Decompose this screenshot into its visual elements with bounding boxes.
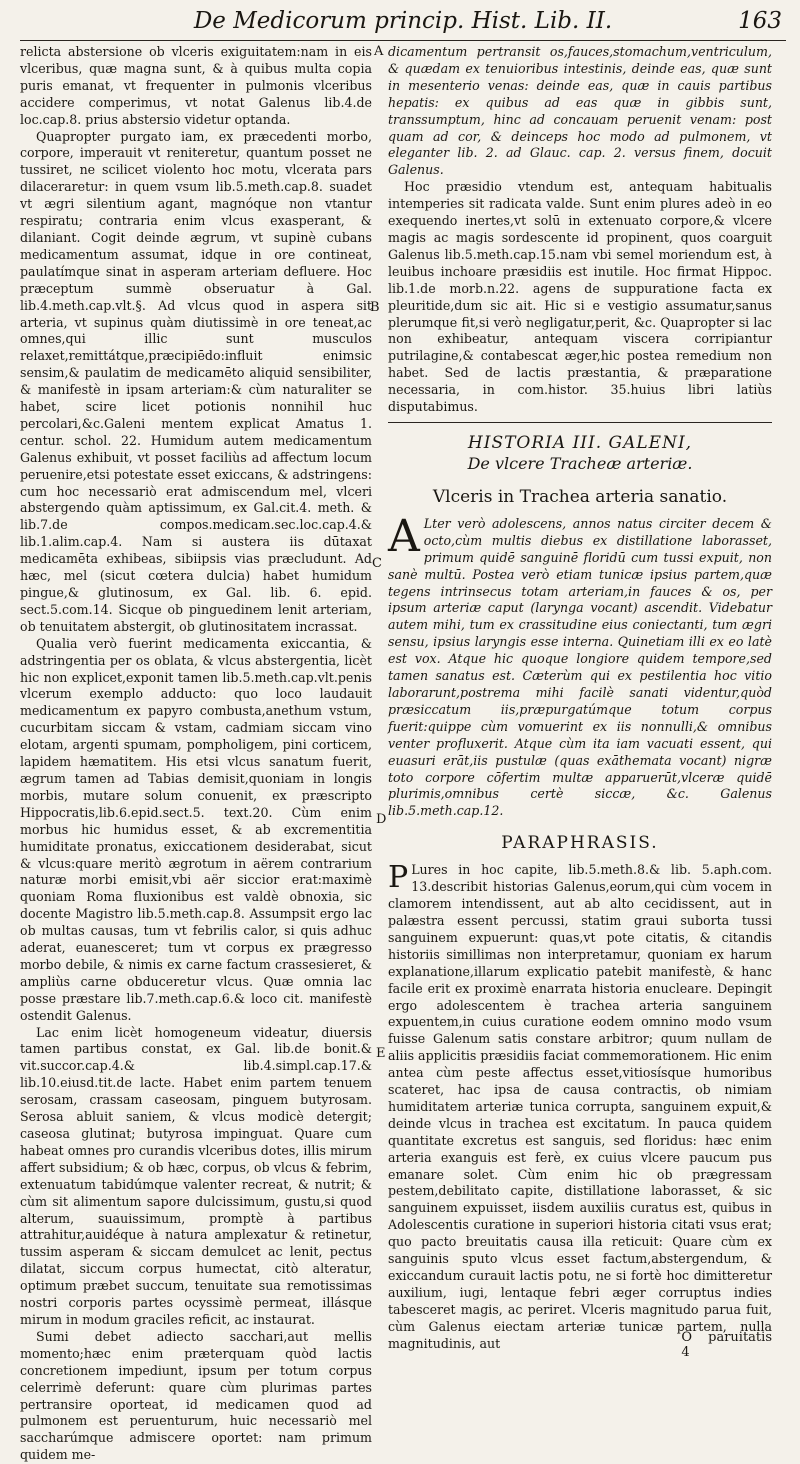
running-title: De Medicorum princip. Hist. Lib. II. xyxy=(193,8,613,34)
section-heading: Vlceris in Trachea arteria sanatio. xyxy=(432,486,728,507)
paraphrasis-heading: PARAPHRASIS. xyxy=(501,833,659,854)
right-paragraph-italic: dicamentum pertransit os,fauces,stomachum,ventriculum, & quædam ex tenuioribus intestinis, deinde eas, quæ sunt in mesenterio venas: deinde eas, quæ in cauis partibus hepatis: ex quibus ad eas quæ in gibbis sunt, transsumptum, hinc ad concauam peruenit venam: post quam ad cor, & deinceps hoc modo ad pulmonem, vt eleganter lib. 2. ad Glauc. cap. 2. versus finem, docuit Galenus. xyxy=(388,44,772,178)
paraphrasis-dropcap: P xyxy=(388,860,409,896)
page-footer xyxy=(681,1330,772,1360)
margin-letter-a: A xyxy=(374,44,384,59)
catchword: paruitatis xyxy=(708,1330,772,1345)
signature-mark: O 4 xyxy=(681,1330,692,1360)
left-paragraph: Sumi debet adiecto sacchari,aut mellis momento;hæc enim præterquam quòd lactis concretionem impediunt, ipsum per totum corpus celerrimè deferunt: quare cùm plurimas partes pertransire oporteat, id medicamen quod ad pulmonem est peruenturum, huic necessariò mel saccharúmque admiscere oportet: nam primum quidem me- xyxy=(20,1328,372,1463)
left-paragraph: relicta abstersione ob vlceris exiguitatem:nam in eis vlceribus, quæ magna sunt, & à quibus multa copia puris emanat, vt frequenter in pulmonis vlceribus accidere comperimus, vt notat Galenus lib.4.de loc.cap.8. prius abstersio videtur optanda. xyxy=(20,44,372,127)
historia-subtitle: De vlcere Tracheæ arteriæ. xyxy=(467,453,693,473)
margin-letter-c: C xyxy=(372,556,382,571)
historia-text: Lter verò adolescens, annos natus circiter decem & octo,cùm multis diebus ex distillatione laborasset, primum quidē sanguinē floridū cum tussi expuit, non sanè multū. Postea verò etiam tunicæ ipsius partem,quæ tegens intrinsecus totam arteriam,in fauces & os, per ipsum arteriæ caput (larynga vocant) ascendit. Videbatur autem mihi, tum ex crassitudine eius coniectanti, tum ægri sensu, ipsius laryngis esse interna. Quinetiam illi ex eo latè est vox. Atque hic quoque longiore quidem tempore,sed tamen sanatus est. Cæterùm qui ex pestilentia hoc vitio laborarunt,postrema mihi facilè sanati videntur,quòd præsiccatum iis,præpurgatúmque totum corpus fuerit:quippe cùm vomuerint ex iis nonnulli,& omnibus venter profluxerit. Atque cùm ita iam vacuati essent, qui euasuri erāt,iis pustulæ (quas exāthemata vocant) nigræ toto corpore cōfertim multæ apparuerūt,vlceræ quidē plurimis,omnibus certè siccæ, &c. Galenus lib.5.meth.cap.12. xyxy=(388,515,772,819)
right-column xyxy=(388,44,772,1353)
left-paragraph: Lac enim licèt homogeneum videatur, diuersis tamen partibus constat, ex Gal. lib.de bonit.& vit.succor.cap.4.& lib.4.simpl.cap.17.& lib.10.eiusd.tit.de lacte. Habet enim partem tenuem serosam, crassam caseosam, pinguem butyrosam. Serosa abluit saniem, & vlcus modicè detergit; caseosa glutinat; butyrosa impinguat. Quare cum habeat omnes pro curandis vlceribus dotes, illis mirum affert subsidium; & ob hæc, corpus, ob vlcus & febrim, extenuatum tabidúmque valenter recreat, & nutrit; & cùm sit alimentum sapore dulcissimum, gustu,si quod alterum, suauissimum, promptè à partibus attrahitur,auidéque à natura amplexatur & retinetur, tussim asperam & siccam demulcet ac lenit, pectus dilatat, siccum corpus humectat, citò alteratur, optimum præbet succum, tenuitate sua remotissimas nostri corporis partes ocyssimè permeat, illásque mirum in modum graciles reficit, ac instaurat. xyxy=(20,1024,372,1327)
historia-title: HISTORIA III. GALENI, xyxy=(467,432,693,453)
historia-text-block xyxy=(388,510,772,820)
page-number: 163 xyxy=(738,8,782,34)
right-paragraph: Hoc præsidio vtendum est, antequam habitualis intemperies sit radicata valde. Sunt enim plures adeò in eo exequendo inertes,vt solū in extenuato corpore,& vlcere magis ac magis sordescente id propinent, quos coarguit Galenus lib.5.meth.cap.15.nam vbi semel moriendum est, à leuibus inchoare præsidiis est inutile. Hoc firmat Hippoc. lib.1.de morb.n.22. agens de suppuratione facta ex pleuritide,dum sic ait. Hic si e vestigio assumatur,sanus plerumque fit,si verò negligatur,perit, &c. Quapropter si lac non exhibeatur, antequam viscera corripiantur putrilagine,& contabescat æger,hic postea remedium non habet. Sed de lactis præstantia, & præparatione necessaria, in com.histor. 35.huius libri latiùs disputabimus. xyxy=(388,179,772,415)
paraphrasis-text: Lures in hoc capite, lib.5.meth.8.& lib. 5.aph.com. 13.describit historias Galenus,eorum,qui cùm vocem in clamorem intendissent, aut ab alto cecidissent, aut in palæstra essent percussi, statim graui suborta tussi sanguinem expuerunt: quas,vt pote citatis, & citandis historiis simillimas non interpretamur, quoniam ex harum explanatione,illarum explicatio patebit manifestè, & hanc facile erit ex proximè enarrata historia enucleare. Depingit ergo adolescentem è trachea arteria sanguinem expuentem,in cuius curatione eodem omnino modo vsum fuisse Galenum satis constare arbitror; quum nullam de aliis applicitis præsidiis faciat commemorationem. Hic enim antea cùm peste affectus esset,vitiosísque humoribus scateret, hac ipsa de causa contractis, ob nimiam humiditatem arteriæ tunica corrupta, sanguinem expuit,& deinde vlcus in trachea est excitatum. In pauca quidem quantitate excretus est sanguis, sed floridus: hæc enim arteria exanguis est ferè, ex cuius vlcere paucum pus emanare solet. Cùm enim hic ob prægressam pestem,debilitato capite, distillatione laborasset, & sic sanguinem expuisset, iisdem auxiliis curatus est, quibus in Adolescentis curatione in superiori historia citati vsus erat; quo pacto breuitatis causa illa reticuit: Quare cùm ex sanguinis sputo vlcus esset factum,abstergendum, & exiccandum curauit lactis potu, ne si fortè hoc dimitteretur auxilium, iugi, lentaque febri æger corruptus indies tabesceret magis, ac periret. Vlceris magnitudo parua fuit, cùm Galenus eiectam arteriæ tunicæ partem, nulla magnitudinis, aut xyxy=(388,862,773,1351)
margin-letter-e: E xyxy=(376,1046,386,1061)
margin-letter-d: D xyxy=(376,812,387,827)
historia-dropcap: A xyxy=(388,510,420,562)
left-paragraph: Qualia verò fuerint medicamenta exiccantia, & adstringentia per os oblata, & vlcus abstergentia, licèt hic non explicet,exponit tamen lib.5.meth.cap.vlt.penis vlcerum exemplo adducto: quo loco laudauit medicamentum ex papyro combusta,anethum vstum, cucurbitam siccam & vstam, cadmiam siccam vino elotam, argenti spumam, pompholigem, pini corticem, lapidem hæmatitem. His etsi vlcus sanatum fuerit, ægrum tamen ad Tabias demisit,quoniam in longis morbis, mutare solum conuenit, ex præscripto Hippocratis,lib.6.epid.sect.5. text.20. Cùm enim morbus hic humidus esset, & ab excrementitia humiditate pronatus, exiccationem desiderabat, sicut & vlcus:quare meritò ægrotum in aërem contrarium naturæ morbi emisit,vbi aër siccior erat:maximè quoniam Roma fluxionibus est valdè obnoxia, sic docente Magistro lib.5.meth.cap.8. Assumpsit ergo lac ob multas causas, tum vt febrilis calor, si quis adhuc aderat, euanesceret; tum vt corpus ex prægresso morbo debile, & nimis ex carne factum crassesieret, & ampliùs carne obduceretur vlcus. Quæ omnia lac posse præstare lib.7.meth.cap.6.& loco cit. manifestè ostendit Galenus. xyxy=(20,635,372,1023)
left-column xyxy=(20,44,372,1464)
left-paragraph: Quapropter purgato iam, ex præcedenti morbo, corpore, imperauit vt reniteretur, quantum posset ne tussiret, ne scilicet violento hoc motu, vlcerata pars dilaceraretur: in quem vsum lib.5.meth.cap.8. suadet vt ægri silentium agant, magnóque non vtantur respiratu; contraria enim vlcus exasperant, & dilaniant. Cogit deinde ægrum, vt supinè cubans medicamentum assumat, idque in ore contineat, paulatímque sinat in asperam arteriam defluere. Hoc præceptum summè obseruatur à Gal. lib.4.meth.cap.vlt.§. Ad vlcus quod in aspera sit arteria, vt supinus quàm diutissimè in ore teneat,ac omnes,qui illic sunt musculos relaxet,remittátque,præcipiēdo:influit enimsic sensim,& paulatim de medicamēto aliquid sensibiliter, & manifestè in ipsam arteriam:& cùm naturaliter se habet, scire licet potionis nonnihil huc percolari,&c.Galeni mentem explicat Amatus 1. centur. schol. 22. Humidum autem medicamentum Galenus exhibuit, vt posset faciliùs ad affectum locum peruenire,etsi potestate esset exiccans, & adstringens: cum hoc necessariò erat admiscendum mel, vlceri abstergendo quàm aptissimum, ex Gal.cit.4. meth. & lib.7.de compos.medicam.sec.loc.cap.4.& lib.1.alim.cap.4. Nam si austera iis dūtaxat medicamēta exhibeas, sibiipsis vias præcludunt. Ad hæc, mel (sicut cœtera dulcia) habet humidum pingue,& glutinosum, ex Gal. lib. 6. epid. sect.5.com.14. Sicque ob pinguedinem lenit arteriam, ob tenuitatem abstergit, ob glutinositatem incrassat. xyxy=(20,128,372,634)
section-rule xyxy=(388,422,772,423)
paraphrasis-text-block xyxy=(388,862,772,1352)
page-header xyxy=(20,6,786,41)
margin-letter-b: B xyxy=(370,300,380,315)
